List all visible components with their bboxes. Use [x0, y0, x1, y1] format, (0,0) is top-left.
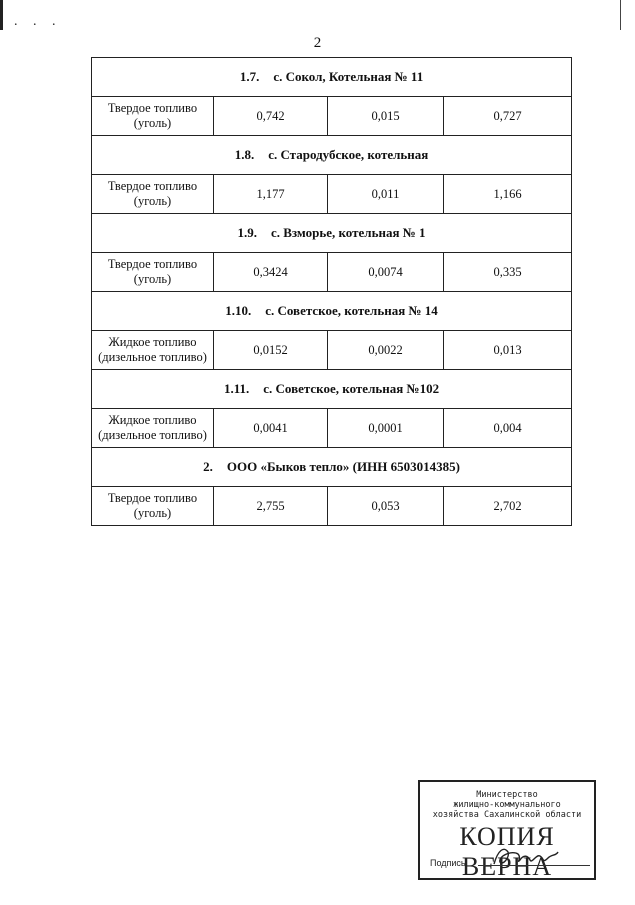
value-cell: 0,0074 — [328, 253, 444, 292]
fuel-type-line: Твердое топливо — [107, 257, 198, 271]
fuel-type-cell — [92, 253, 214, 292]
value-cell: 0,053 — [328, 487, 444, 526]
section-header — [92, 448, 572, 487]
section-row — [92, 136, 572, 175]
value-cell: 0,0001 — [328, 409, 444, 448]
section-number: 1.11. — [223, 381, 250, 396]
section-number: 1.9. — [237, 225, 257, 240]
value-cell: 0,004 — [444, 409, 572, 448]
section-header — [92, 58, 572, 97]
value-cell: 0,015 — [328, 97, 444, 136]
section-row — [92, 292, 572, 331]
table-row — [92, 487, 572, 526]
section-title: с. Взморье, котельная № 1 — [270, 225, 426, 240]
value-cell: 0,011 — [328, 175, 444, 214]
value-cell: 1,177 — [214, 175, 328, 214]
fuel-type-line: (уголь) — [133, 194, 172, 208]
value-cell: 0,3424 — [214, 253, 328, 292]
section-row — [92, 58, 572, 97]
section-title: с. Советское, котельная №102 — [263, 381, 440, 396]
stamp-org-line: Министерство — [476, 790, 538, 800]
fuel-type-line: Жидкое топливо — [108, 413, 197, 427]
scan-dots: . . . — [14, 14, 62, 29]
section-header — [92, 214, 572, 253]
fuel-type-line: (дизельное топливо) — [98, 428, 207, 442]
fuel-type-cell — [92, 175, 214, 214]
stamp-title: КОПИЯ ВЕРНА — [459, 822, 555, 881]
fuel-type-line: Твердое топливо — [107, 179, 198, 193]
fuel-type-line: (дизельное топливо) — [98, 350, 207, 364]
scan-edge-line — [620, 0, 621, 30]
value-cell: 2,755 — [214, 487, 328, 526]
section-title: с. Сокол, Котельная № 11 — [273, 69, 424, 84]
value-cell: 0,727 — [444, 97, 572, 136]
fuel-type-cell — [92, 487, 214, 526]
value-cell: 0,0152 — [214, 331, 328, 370]
stamp-sign-label: Подпись — [430, 858, 466, 868]
value-cell: 0,013 — [444, 331, 572, 370]
table-row — [92, 253, 572, 292]
section-header — [92, 136, 572, 175]
section-title: с. Стародубское, котельная — [268, 147, 429, 162]
page-number: 2 — [313, 35, 322, 51]
table-row — [92, 97, 572, 136]
fuel-type-cell — [92, 97, 214, 136]
fuel-type-line: (уголь) — [133, 116, 172, 130]
certified-copy-stamp — [418, 780, 596, 880]
section-row — [92, 370, 572, 409]
fuel-type-cell — [92, 409, 214, 448]
section-title: ООО «Быков тепло» (ИНН 6503014385) — [226, 459, 460, 474]
table-row — [92, 175, 572, 214]
fuel-type-cell — [92, 331, 214, 370]
section-row — [92, 448, 572, 487]
section-number: 1.10. — [225, 303, 252, 318]
value-cell: 0,335 — [444, 253, 572, 292]
section-number: 1.7. — [239, 69, 260, 84]
value-cell: 1,166 — [444, 175, 572, 214]
section-row — [92, 214, 572, 253]
handwritten-signature — [490, 844, 560, 870]
stamp-org-line: хозяйства Сахалинской области — [432, 810, 582, 820]
fuel-type-line: Твердое топливо — [107, 491, 198, 505]
stamp-org-line: жилищно-коммунального — [453, 800, 561, 810]
scan-edge-mark — [0, 0, 3, 30]
section-number: 1.8. — [234, 147, 255, 162]
fuel-type-line: (уголь) — [133, 506, 172, 520]
value-cell: 0,0022 — [328, 331, 444, 370]
fuel-balance-table — [91, 57, 572, 526]
section-title: с. Советское, котельная № 14 — [265, 303, 438, 318]
fuel-type-line: Твердое топливо — [107, 101, 198, 115]
section-number: 2. — [203, 459, 213, 474]
value-cell: 2,702 — [444, 487, 572, 526]
table-row — [92, 331, 572, 370]
section-header — [92, 370, 572, 409]
value-cell: 0,0041 — [214, 409, 328, 448]
value-cell: 0,742 — [214, 97, 328, 136]
section-header — [92, 292, 572, 331]
fuel-type-line: Жидкое топливо — [108, 335, 197, 349]
table-row — [92, 409, 572, 448]
fuel-type-line: (уголь) — [133, 272, 172, 286]
